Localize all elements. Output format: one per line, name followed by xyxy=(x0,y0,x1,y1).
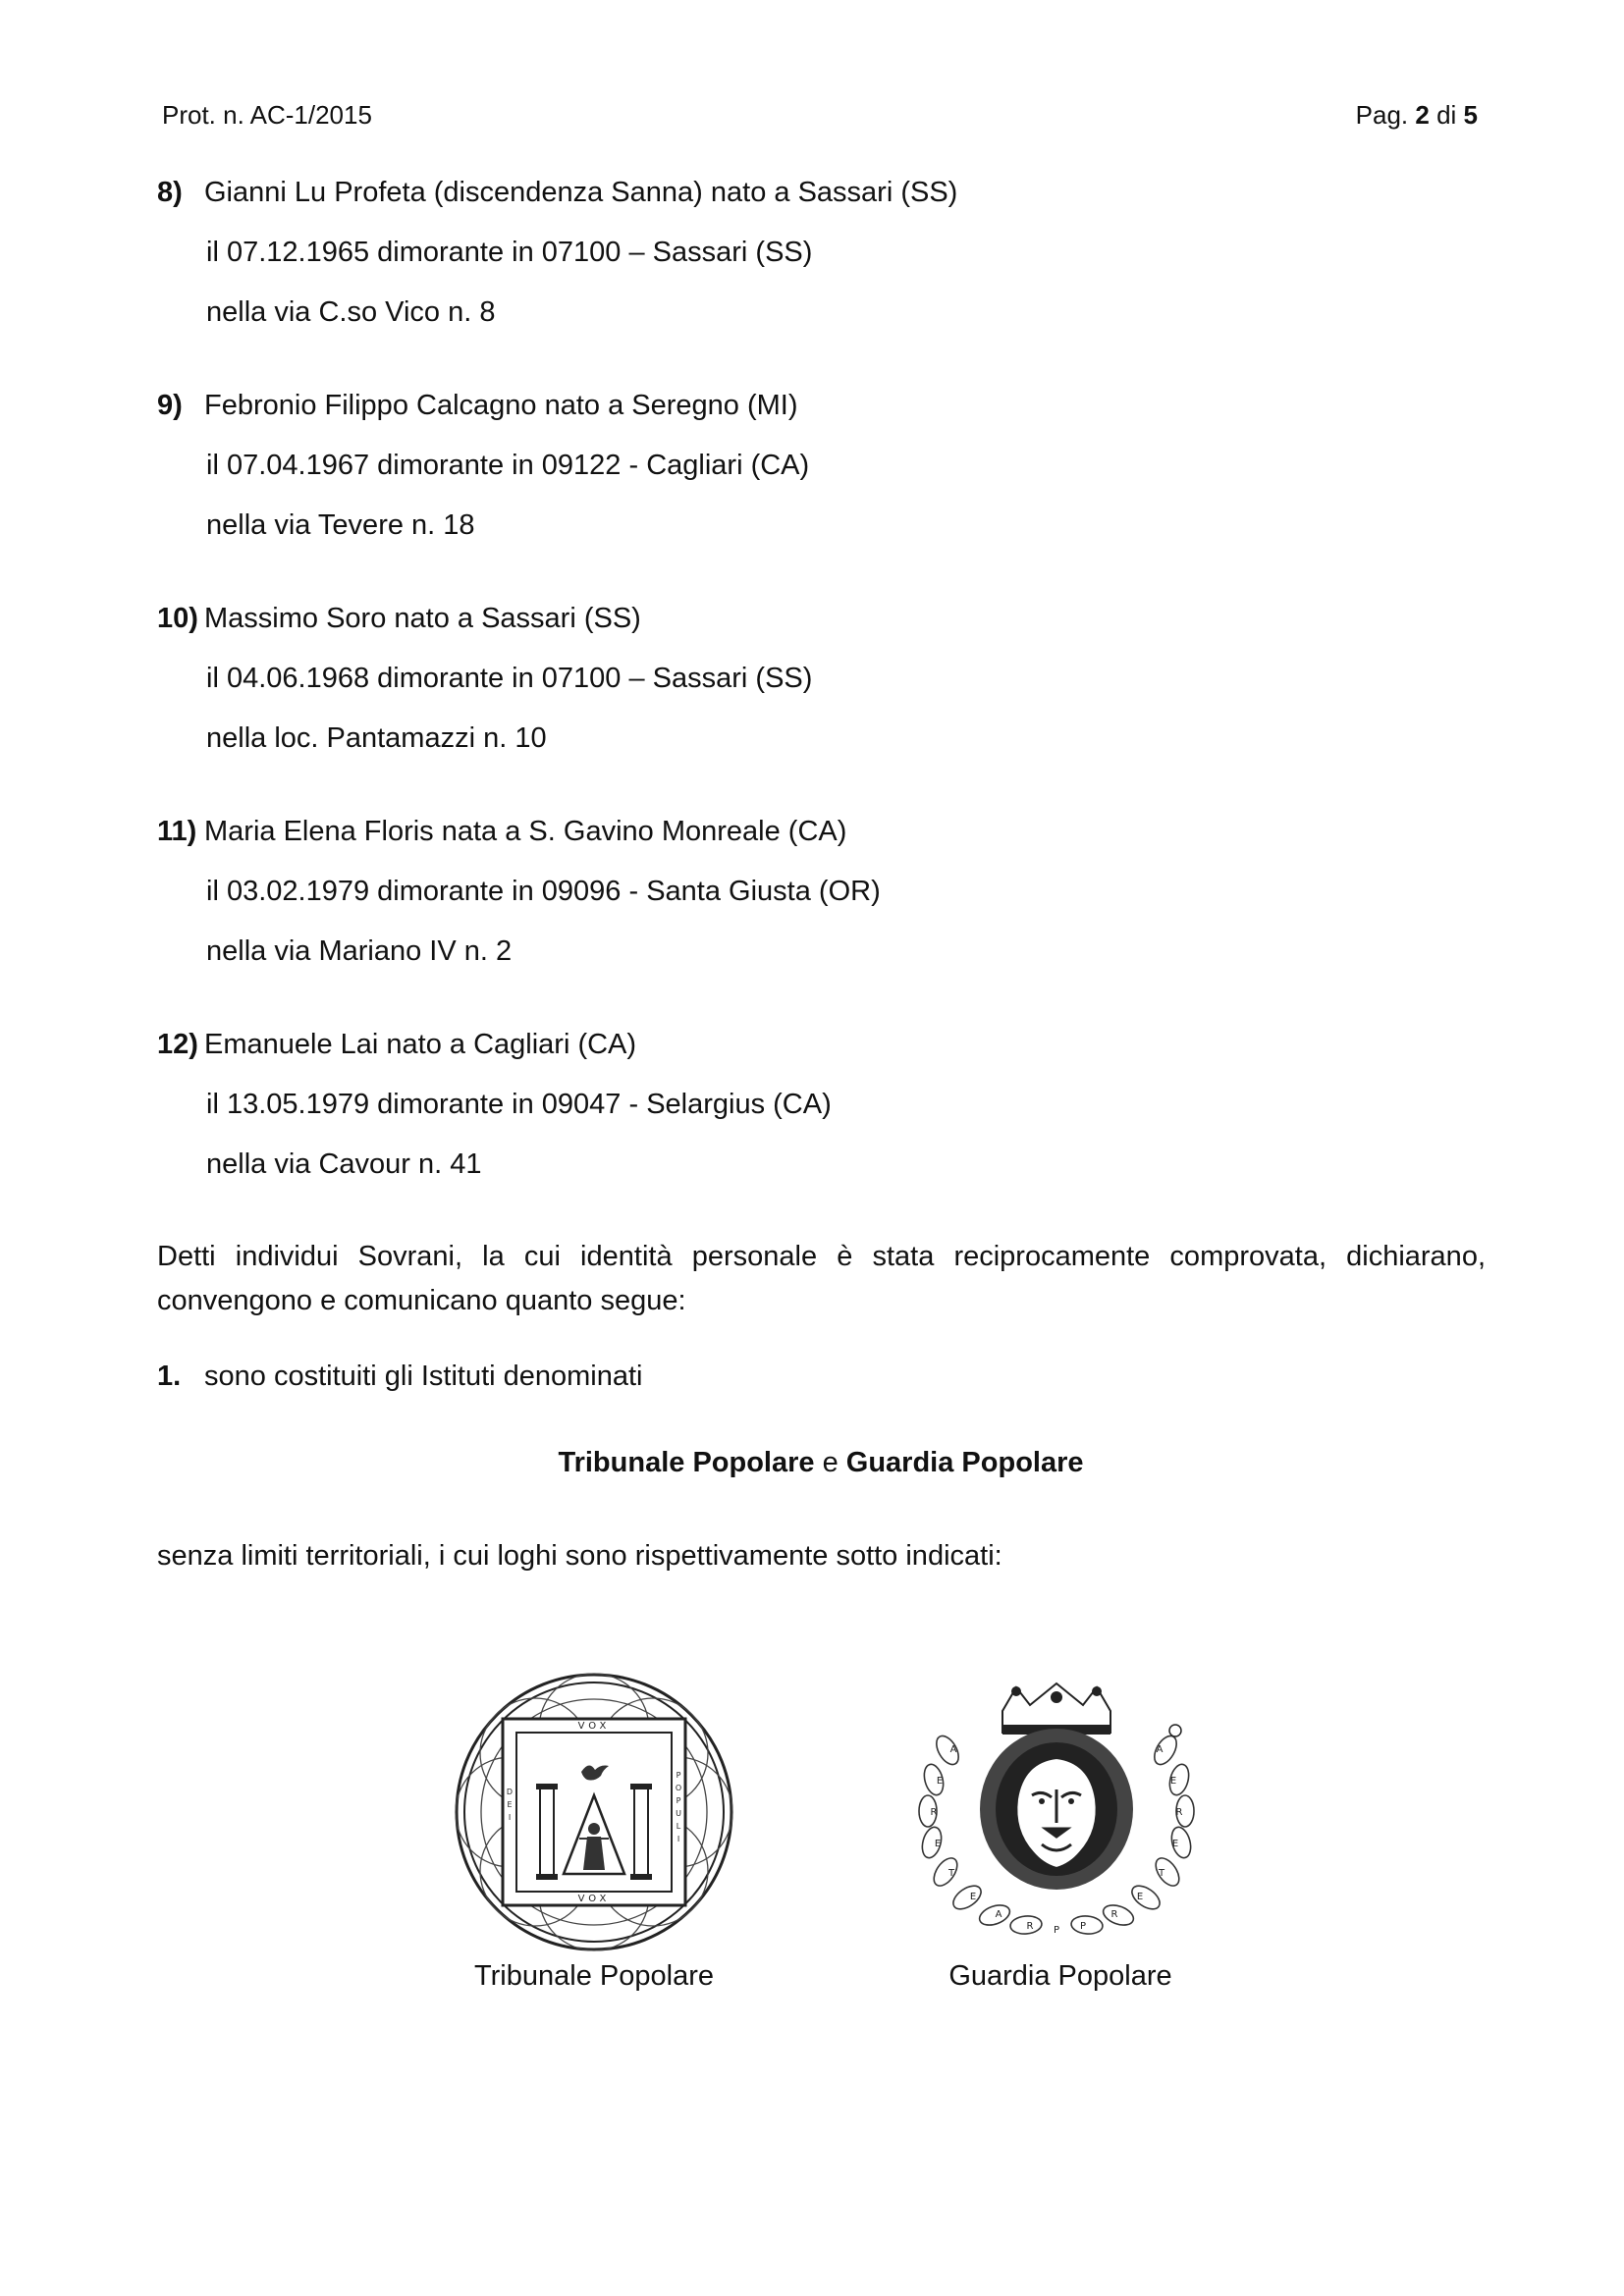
declaration-line-2: convengono e comunicano quanto segue: xyxy=(157,1285,686,1316)
seal-top-text: VOX xyxy=(577,1721,611,1732)
wreath-left-letter: E xyxy=(934,1839,942,1849)
tribunale-logo-caption: Tribunale Popolare xyxy=(474,1960,714,1992)
wreath-left-letter: A xyxy=(949,1744,957,1755)
page-mid: di xyxy=(1429,100,1464,130)
entry-address-line: nella via C.so Vico n. 8 xyxy=(206,296,496,328)
wreath-left-letter: E xyxy=(969,1892,977,1902)
seal-right-letter: U xyxy=(676,1809,681,1818)
tribunale-seal-icon xyxy=(454,1672,734,1952)
wreath-right-letter: E xyxy=(1136,1892,1144,1902)
institute-guardia: Guardia Popolare xyxy=(845,1447,1084,1478)
point-1 xyxy=(157,1361,643,1393)
logos-intro: senza limiti territoriali, i cui loghi sono rispettivamente sotto indicati: xyxy=(157,1540,1002,1572)
entry-address-line: nella via Cavour n. 41 xyxy=(206,1148,482,1180)
seal-left-letter: I xyxy=(508,1813,512,1822)
entry-birth-line: il 07.12.1965 dimorante in 07100 – Sassari (SS) xyxy=(206,237,813,268)
seal-left-letter: E xyxy=(507,1800,513,1809)
declaration-line-1: Detti individui Sovrani, la cui identità personale è stata reciprocamente comprovata, dichiarano, xyxy=(157,1241,1486,1272)
page-number: 2 xyxy=(1415,100,1430,130)
page-indicator xyxy=(1356,100,1478,131)
entry-name-line: Massimo Soro nato a Sassari (SS) xyxy=(204,603,641,634)
institute-conjunction: e xyxy=(814,1447,846,1478)
protocol-number: Prot. n. AC-1/2015 xyxy=(162,100,372,130)
tribunale-popolare-logo xyxy=(454,1672,734,1952)
entry-number: 8) xyxy=(157,177,183,208)
entry-address-line: nella via Mariano IV n. 2 xyxy=(206,935,513,967)
wreath-right-letter: E xyxy=(1171,1839,1179,1849)
wreath-right-letter: A xyxy=(1156,1744,1164,1755)
institutes-title xyxy=(0,1447,1624,1479)
point-text: sono costituiti gli Istituti denominati xyxy=(204,1361,643,1392)
wreath-right-letter: R xyxy=(1175,1807,1183,1818)
entry-number: 11) xyxy=(157,816,197,847)
guardia-popolare-logo xyxy=(908,1682,1205,1947)
wreath-bottom-letter: P xyxy=(1079,1921,1087,1932)
seal-right-letter: I xyxy=(677,1835,680,1843)
guardia-logo-caption: Guardia Popolare xyxy=(948,1960,1172,1992)
wreath-right-letter: R xyxy=(1110,1909,1118,1920)
seal-left-letter: D xyxy=(506,1788,514,1796)
entry-birth-line: il 13.05.1979 dimorante in 09047 - Selargius (CA) xyxy=(206,1089,832,1120)
seal-right-letter: O xyxy=(675,1784,682,1792)
entry-number: 9) xyxy=(157,390,183,421)
seal-bottom-text: VOX xyxy=(577,1894,611,1904)
entry-address-line: nella via Tevere n. 18 xyxy=(206,509,475,541)
page-total: 5 xyxy=(1463,100,1478,130)
entry-name-line: Emanuele Lai nato a Cagliari (CA) xyxy=(204,1029,637,1060)
entry-number: 12) xyxy=(157,1029,198,1060)
seal-right-letter: L xyxy=(676,1822,681,1831)
page-prefix: Pag. xyxy=(1355,100,1416,130)
wreath-left-letter: T xyxy=(947,1868,955,1879)
entry-birth-line: il 07.04.1967 dimorante in 09122 - Cagliari (CA) xyxy=(206,450,810,481)
declaration-paragraph xyxy=(157,1235,1486,1323)
entry-birth-line: il 03.02.1979 dimorante in 09096 - Santa Giusta (OR) xyxy=(206,876,881,907)
point-number: 1. xyxy=(157,1361,182,1392)
wreath-left-letter: R xyxy=(930,1807,938,1818)
wreath-bottom-letter: P xyxy=(1053,1925,1060,1936)
seal-right-letter: P xyxy=(676,1796,681,1805)
wreath-left-letter: E xyxy=(936,1776,944,1787)
wreath-left-letter: A xyxy=(995,1909,1002,1920)
wreath-bottom-letter: R xyxy=(1026,1921,1034,1932)
entry-name-line: Maria Elena Floris nata a S. Gavino Monreale (CA) xyxy=(204,816,847,847)
entry-birth-line: il 04.06.1968 dimorante in 07100 – Sassari (SS) xyxy=(206,663,813,694)
wreath-right-letter: T xyxy=(1158,1868,1165,1879)
wreath-right-letter: E xyxy=(1169,1776,1177,1787)
institute-tribunale: Tribunale Popolare xyxy=(558,1447,815,1478)
entry-name-line: Febronio Filippo Calcagno nato a Seregno (MI) xyxy=(204,390,798,421)
entry-number: 10) xyxy=(157,603,198,634)
seal-right-letter: P xyxy=(676,1771,681,1780)
lion-crown-emblem-icon xyxy=(908,1682,1205,1947)
entry-address-line: nella loc. Pantamazzi n. 10 xyxy=(206,722,547,754)
entry-name-line: Gianni Lu Profeta (discendenza Sanna) nato a Sassari (SS) xyxy=(204,177,958,208)
